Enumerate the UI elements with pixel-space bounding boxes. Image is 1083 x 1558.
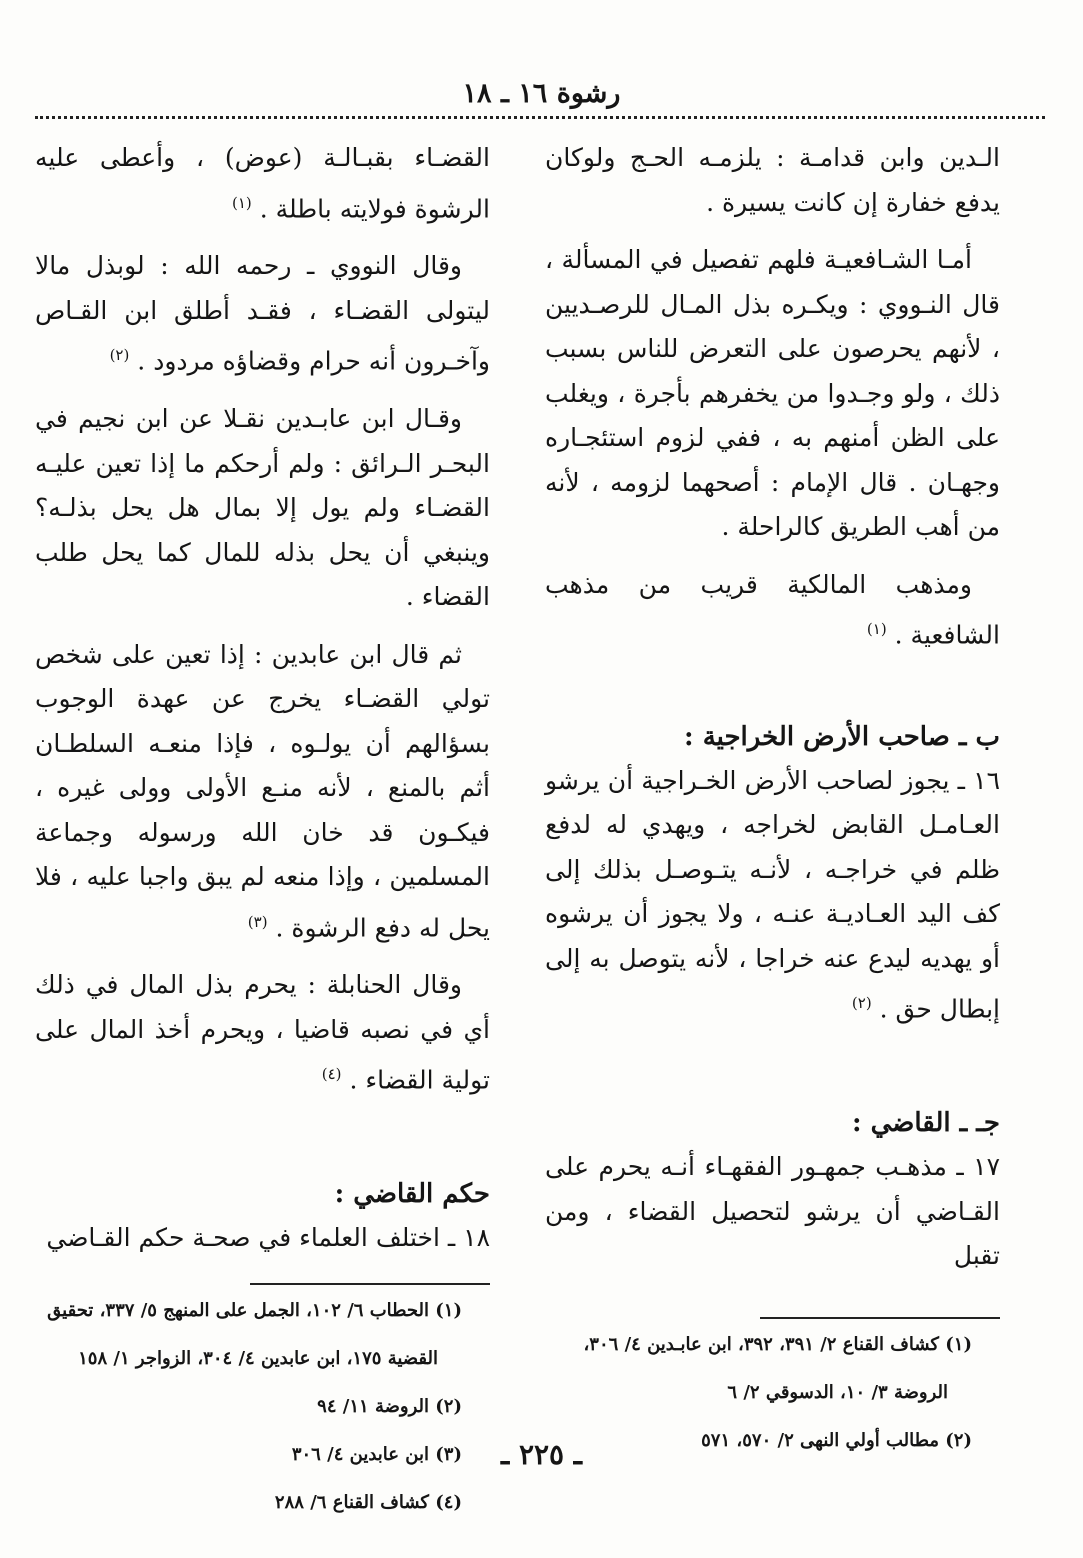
right-paragraph-5: ١٧ ـ مذهـب جمهـور الفقهـاء أنـه يحرم على القـاضي أن يرشو لتحصيل القضاء ، ومن تقبل	[545, 1152, 1000, 1271]
right-paragraph-1: الـدين وابن قدامـة : يلزمـه الحـج ولوكان يدفع خفارة إن كانت يسيرة .	[545, 143, 1000, 217]
left-paragraph-2	[35, 244, 490, 384]
left-column	[35, 136, 490, 1513]
footnote-marker: (١)	[866, 620, 887, 638]
spacer	[35, 1116, 490, 1172]
left-paragraph-1	[35, 136, 490, 231]
right-paragraph-4-text: ١٦ ـ يجوز لصاحب الأرض الخـراجية أن يرشو العـامـل القابض لخراجه ، ويهدي له لدفع ظلم في خراجـه ، لأنـه يتـوصـل بذلك إلى كف اليد العـاديـة عنـه ، ولا يجوز أن يرشوه أو يهديه ليدع عنه خراجا ، لأنه يتوصل به إلى إبطال حق .	[545, 765, 1000, 1024]
section-heading-judge-ruling: حكم القاضي :	[334, 1179, 490, 1210]
footnote-line: (٢) الروضة ١١/ ٩٤	[317, 1395, 462, 1417]
footnote-line: (١) الحطاب ٦/ ١٠٢، الجمل على المنهج ٥/ ٣٣٧، تحقيق	[47, 1299, 462, 1321]
footnote-marker: (٢)	[851, 994, 872, 1013]
left-paragraph-1-text: القضـاء بقبـالـة (عوض) ، وأعطى عليه الرشوة فولايته باطلة .	[35, 143, 490, 223]
left-paragraph-2-text: وقال النووي ـ رحمه الله : لوبذل مالا ليتولى القضـاء ، فقـد أطلق ابن القـاص وآخـرون أنه حرام وقضاؤه مردود .	[35, 251, 490, 376]
right-paragraph-3	[545, 563, 1000, 658]
spacer	[545, 1045, 1000, 1101]
left-paragraph-6: ١٨ ـ اختلف العلماء في صحـة حكم القـاضي	[46, 1223, 490, 1253]
footnote-line: (٣) ابن عابدين ٤/ ٣٠٦	[291, 1443, 462, 1465]
footnote-marker: (٤)	[321, 1065, 342, 1084]
left-paragraph-4	[35, 633, 490, 951]
spacer	[545, 671, 1000, 715]
footnote-marker: (٣)	[247, 912, 268, 931]
footnote-line: (٢) مطالب أولي النهى ٢/ ٥٧٠، ٥٧١	[701, 1429, 972, 1451]
left-paragraph-5-text: وقال الحنابلة : يحرم بذل المال في ذلك أي في نصبه قاضيا ، ويحرم أخذ المال على تولية القضاء .	[35, 970, 490, 1095]
running-header: رشوة ١٦ ـ ١٨	[462, 78, 621, 109]
header-dotted-rule	[35, 116, 1045, 119]
left-paragraph-5	[35, 963, 490, 1103]
left-paragraph-3: وقـال ابن عابـدين نقـلا عن ابن نجيم في البحـر الـرائق : ولم أرحكم ما إذا تعين عليـه القضـاء ولم يول إلا بمال هل يحل بذلـه؟ وينبغي أن يحل بذله للمال كما يحل طلب القضاء .	[35, 404, 490, 612]
page-number: ـ ٢٢٥ ـ	[500, 1438, 583, 1471]
footnote-line: (٤) كشاف القناع ٦/ ٢٨٨	[274, 1491, 462, 1513]
footnote-marker: (١)	[231, 193, 252, 212]
footnote-rule	[760, 1317, 1000, 1319]
section-heading-c: جـ ـ القاضي :	[851, 1108, 1000, 1139]
right-paragraph-4	[545, 759, 1000, 1032]
right-column	[545, 136, 1000, 1451]
footnote-line: الروضة ٣/ ١٠، الدسوقي ٢/ ٦	[727, 1381, 948, 1403]
right-paragraph-2: أمـا الشـافعيـة فلهم تفصيل في المسألة ، قال النـووي : ويكـره بذل المـال للرصـديين ، لأنهم يحرصون على التعرض للناس بسبب ذلك ، ولو وجـدوا من يخفرهم بأجرة ، ويغلب على الظن أمنهم به ، ففي لزوم استئجـاره وجهـان . قال الإمام : أصحهما لزومه ، لأنه من أهب الطريق كالراحلة .	[545, 245, 1000, 541]
footnote-rule	[250, 1283, 490, 1285]
footnote-marker: (٢)	[109, 346, 130, 365]
footnote-line: القضية ١٧٥، ابن عابدين ٤/ ٣٠٤، الزواجر ١/ ١٥٨	[78, 1347, 438, 1369]
left-paragraph-4-text: ثم قال ابن عابدين : إذا تعين على شخص تولي القضـاء يخرج عن عهدة الوجوب بسؤالهم أن يولـوه ، فإذا منعـه السلطـان أثم بالمنع ، لأنه منـع الأولى وولى غيره ، فيكـون قد خان الله ورسوله وجماعة المسلمين ، وإذا منعه لم يبق واجبا عليه ، فلا يحل له دفع الرشوة .	[35, 639, 490, 942]
section-heading-b: ب ـ صاحب الأرض الخراجية :	[684, 721, 1000, 752]
footnote-line: (١) كشاف القناع ٢/ ٣٩١، ٣٩٢، ابن عابـدين ٤/ ٣٠٦،	[583, 1333, 972, 1355]
right-paragraph-3-text: ومذهب المالكية قريب من مذهب الشافعية .	[545, 569, 1000, 650]
